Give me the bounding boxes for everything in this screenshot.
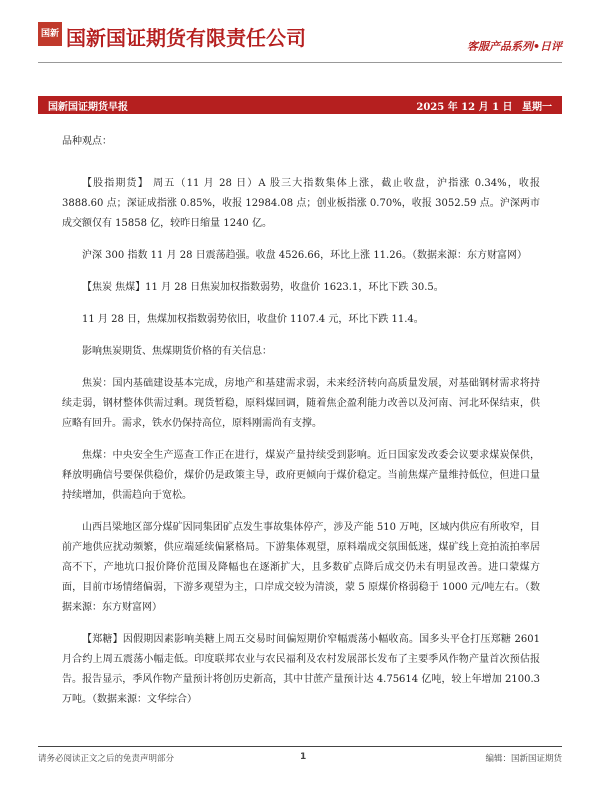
- company-name: 国新国证期货有限责任公司: [66, 26, 306, 50]
- paragraph-csi300: 沪深 300 指数 11 月 28 日震荡趋强。收盘 4526.66，环比上涨 11.26。（数据来源：东方财富网）: [82, 250, 527, 261]
- footer-editor: 编辑：国新国证期货: [485, 754, 562, 764]
- report-banner: [38, 96, 562, 114]
- report-body: [62, 132, 540, 722]
- page-number: 1: [300, 752, 307, 762]
- paragraph-influences-heading: 影响焦炭期货、焦煤期货价格的有关信息：: [82, 346, 272, 357]
- page-footer: [38, 746, 562, 776]
- paragraph-stock-index: 【股指期货】 周五（11 月 28 日）A 股三大指数集体上涨，截止收盘，沪指涨 0.34%，收报 3888.60 点；深证成指涨 0.85%，收报 12984.08 点；创业板指涨 0.70%，收报 3052.59 点。沪深两市成交额仅有 15858 亿，较昨日缩量 1240 亿。: [62, 178, 540, 229]
- paragraph-coke-index: 【焦炭 焦煤】11 月 28 日焦炭加权指数弱势，收盘价 1623.1，环比下跌 30.5。: [82, 282, 444, 293]
- report-title: 国新国证期货早报: [48, 101, 128, 113]
- paragraph-coking-coal: 焦煤：中央安全生产巡查工作正在进行，煤炭产量持续受到影响。近日国家发改委会议要求煤炭保供，释放明确信号要保供稳价，煤价仍是政策主导，政府更倾向于煤价稳定。当前焦煤产量维持低位，但进口量持续增加，供需趋向于宽松。: [62, 450, 540, 501]
- page-header: [38, 22, 562, 70]
- paragraph-sugar: 【郑糖】因假期因素影响美糖上周五交易时间偏短期价窄幅震荡小幅收高。国多头平仓打压郑糖 2601 月合约上周五震荡小幅走低。印度联邦农业与农民福利及农村发展部长发布了主要季风作物产量首次预估报告。报告显示，季风作物产量预计将创历史新高，其中甘蔗产量预计达 4.75614 亿吨，较上年增加 2100.3 万吨。（数据来源：文华综合）: [62, 634, 540, 705]
- paragraph-coke: 焦炭：国内基础建设基本完成，房地产和基建需求弱，未来经济转向高质量发展，对基础钢材需求将持续走弱，钢材整体供需过剩。现货暂稳，原料煤回调，随着焦企盈利能力改善以及河南、河北环保结束，供应略有回升。需求，铁水仍保持高位，原料刚需尚有支撑。: [62, 378, 540, 429]
- paragraph-coking-coal-index: 11 月 28 日，焦煤加权指数弱势依旧，收盘价 1107.4 元，环比下跌 11.4。: [82, 314, 424, 325]
- paragraph-shanxi-supply: 山西吕梁地区部分煤矿因同集团矿点发生事故集体停产，涉及产能 510 万吨，区域内供应有所收窄，目前产地供应扰动频繁，供应端延续偏紧格局。下游集体观望，原料端成交氛围低迷，煤矿线上竞拍流拍率居高不下，产地坑口报价降价范围及降幅也在逐渐扩大，且多数矿点降后成交仍未有明显改善。进口蒙煤方面，目前市场情绪偏弱，下游多观望为主，口岸成交较为清淡，蒙 5 原煤价格弱稳于 1000 元/吨左右。（数据来源：东方财富网）: [62, 522, 540, 613]
- company-logo: 国新: [38, 22, 62, 46]
- header-divider: [38, 62, 562, 63]
- section-intro: 品种观点：: [62, 136, 112, 147]
- series-label: 客服产品系列•日评: [466, 40, 562, 53]
- report-date: 2025 年 12 月 1 日: [416, 101, 513, 113]
- report-date-group: [410, 98, 552, 113]
- footer-disclaimer: 请务必阅读正文之后的免责声明部分: [38, 754, 175, 764]
- footer-divider: [38, 746, 562, 747]
- report-weekday: 星期一: [522, 101, 552, 113]
